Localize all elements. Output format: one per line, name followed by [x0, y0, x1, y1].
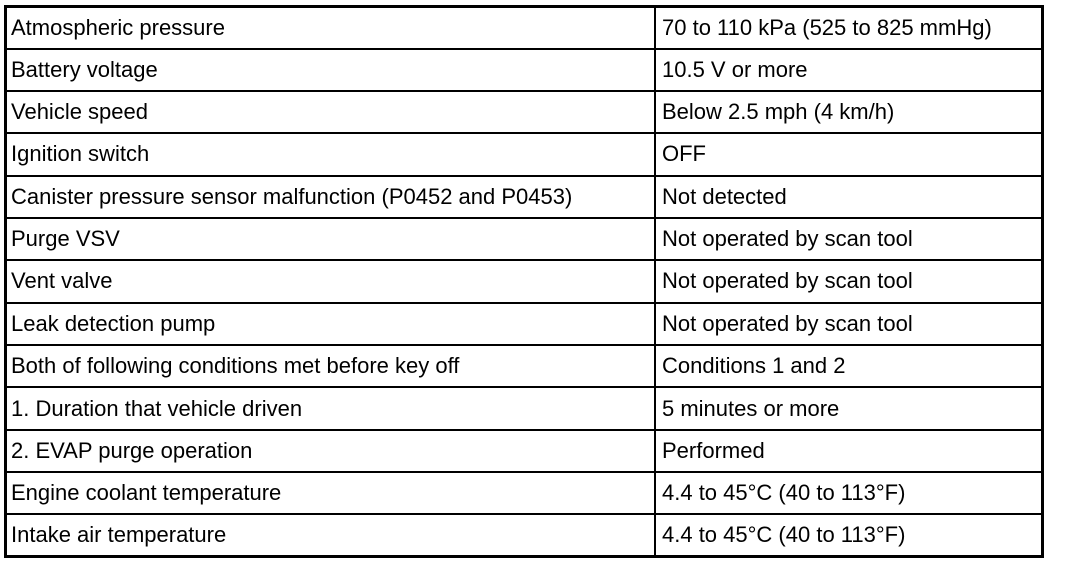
condition-value: Not operated by scan tool	[655, 218, 1041, 260]
condition-label: Vehicle speed	[7, 91, 655, 133]
condition-label: Ignition switch	[7, 133, 655, 175]
condition-label: Engine coolant temperature	[7, 472, 655, 514]
conditions-table-grid	[7, 8, 1041, 555]
condition-value: Not operated by scan tool	[655, 260, 1041, 302]
condition-label: Atmospheric pressure	[7, 8, 655, 49]
table-row	[7, 8, 1041, 49]
condition-value: Conditions 1 and 2	[655, 345, 1041, 387]
condition-value: 70 to 110 kPa (525 to 825 mmHg)	[655, 8, 1041, 49]
condition-value: Not operated by scan tool	[655, 303, 1041, 345]
table-row	[7, 218, 1041, 260]
condition-label: Purge VSV	[7, 218, 655, 260]
table-row	[7, 472, 1041, 514]
table-row	[7, 345, 1041, 387]
table-row	[7, 91, 1041, 133]
table-row	[7, 133, 1041, 175]
condition-label: 2. EVAP purge operation	[7, 430, 655, 472]
condition-value: Performed	[655, 430, 1041, 472]
condition-value: OFF	[655, 133, 1041, 175]
table-row	[7, 260, 1041, 302]
condition-value: Below 2.5 mph (4 km/h)	[655, 91, 1041, 133]
condition-label: Intake air temperature	[7, 514, 655, 555]
condition-value: 4.4 to 45°C (40 to 113°F)	[655, 514, 1041, 555]
condition-value: 4.4 to 45°C (40 to 113°F)	[655, 472, 1041, 514]
condition-label: 1. Duration that vehicle driven	[7, 387, 655, 429]
table-row	[7, 387, 1041, 429]
conditions-table	[4, 5, 1044, 558]
table-row	[7, 514, 1041, 555]
condition-label: Vent valve	[7, 260, 655, 302]
condition-value: 5 minutes or more	[655, 387, 1041, 429]
condition-value: 10.5 V or more	[655, 49, 1041, 91]
condition-value: Not detected	[655, 176, 1041, 218]
condition-label: Canister pressure sensor malfunction (P0452 and P0453)	[7, 176, 655, 218]
condition-label: Battery voltage	[7, 49, 655, 91]
conditions-table-body	[7, 8, 1041, 555]
table-row	[7, 430, 1041, 472]
table-row	[7, 49, 1041, 91]
table-row	[7, 176, 1041, 218]
condition-label: Leak detection pump	[7, 303, 655, 345]
table-row	[7, 303, 1041, 345]
condition-label: Both of following conditions met before key off	[7, 345, 655, 387]
